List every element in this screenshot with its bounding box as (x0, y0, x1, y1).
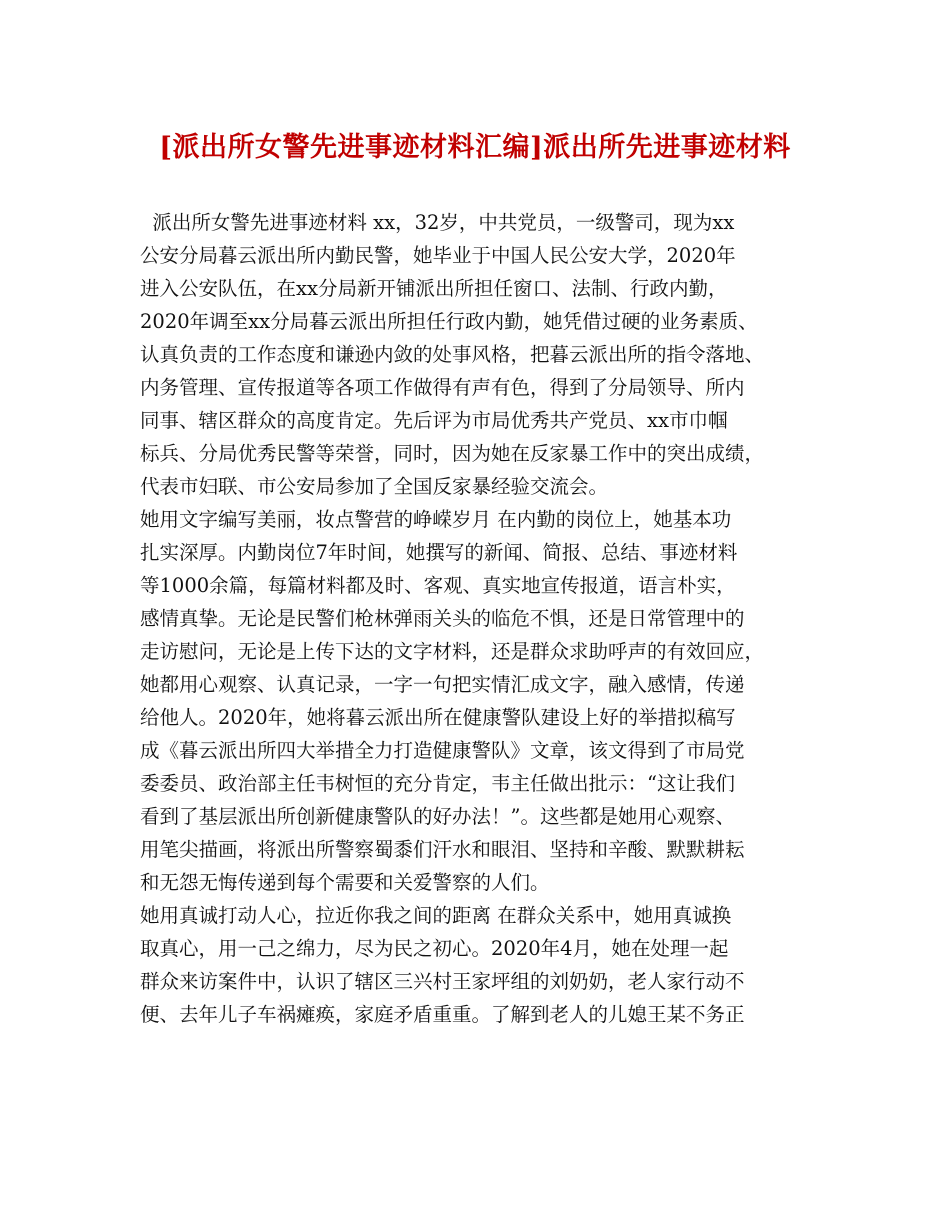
text-line: 内务管理、宣传报道等各项工作做得有声有色，得到了分局领导、所内 (140, 376, 745, 399)
text-line: 成《暮云派出所四大举措全力打造健康警队》文章，该文得到了市局党 (140, 739, 745, 762)
text-line: 她用真诚打动人心，拉近你我之间的距离 在群众关系中，她用真诚换 (140, 904, 732, 927)
text-line: 和无怨无悔传递到每个需要和关爱警察的人们。 (140, 871, 550, 894)
text-line: 派出所女警先进事迹材料 xx，32岁，中共党员，一级警司，现为xx (140, 211, 735, 234)
text-line: 认真负责的工作态度和谦逊内敛的处事风格，把暮云派出所的指令落地、 (140, 343, 765, 366)
text-line: 看到了基层派出所创新健康警队的好办法！”。这些都是她用心观察、 (140, 805, 735, 828)
text-line: 便、去年儿子车祸瘫痪，家庭矛盾重重。了解到老人的儿媳王某不务正 (140, 1003, 745, 1026)
text-line: 走访慰问，无论是上传下达的文字材料，还是群众求助呼声的有效回应， (140, 640, 765, 663)
text-line: 群众来访案件中，认识了辖区三兴村王家坪组的刘奶奶，老人家行动不 (140, 970, 745, 993)
text-line: 进入公安队伍，在xx分局新开铺派出所担任窗口、法制、行政内勤， (140, 277, 728, 300)
text-line: 2020年调至xx分局暮云派出所担任行政内勤，她凭借过硬的业务素质、 (140, 310, 758, 333)
text-line: 取真心，用一己之绵力，尽为民之初心。2020年4月，她在处理一起 (140, 937, 729, 960)
document-title: [派出所女警先进事迹材料汇编]派出所先进事迹材料 (159, 132, 791, 163)
text-line: 标兵、分局优秀民警等荣誉，同时，因为她在反家暴工作中的突出成绩， (140, 442, 765, 465)
text-line: 等1000余篇，每篇材料都及时、客观、真实地宣传报道，语言朴实， (140, 574, 736, 597)
text-line: 同事、辖区群众的高度肯定。先后评为市局优秀共产党员、xx市巾帼 (140, 409, 728, 432)
text-line: 她都用心观察、认真记录，一字一句把实情汇成文字，融入感情，传递 (140, 673, 745, 696)
text-line: 公安分局暮云派出所内勤民警，她毕业于中国人民公安大学，2020年 (140, 244, 736, 267)
text-line: 她用文字编写美丽，妆点警营的峥嵘岁月 在内勤的岗位上，她基本功 (140, 508, 732, 531)
text-line: 代表市妇联、市公安局参加了全国反家暴经验交流会。 (140, 475, 609, 498)
text-line: 委委员、政治部主任韦树恒的充分肯定，韦主任做出批示：“这让我们 (140, 772, 735, 795)
text-line: 给他人。2020年，她将暮云派出所在健康警队建设上好的举措拟稿写 (140, 706, 736, 729)
text-line: 用笔尖描画，将派出所警察蜀黍们汗水和眼泪、坚持和辛酸、默默耕耘 (140, 838, 745, 861)
document-body (140, 206, 820, 1031)
text-line: 感情真挚。无论是民警们枪林弹雨关头的临危不惧，还是日常管理中的 (140, 607, 745, 630)
text-line: 扎实深厚。内勤岗位7年时间，她撰写的新闻、简报、总结、事迹材料 (140, 541, 738, 564)
